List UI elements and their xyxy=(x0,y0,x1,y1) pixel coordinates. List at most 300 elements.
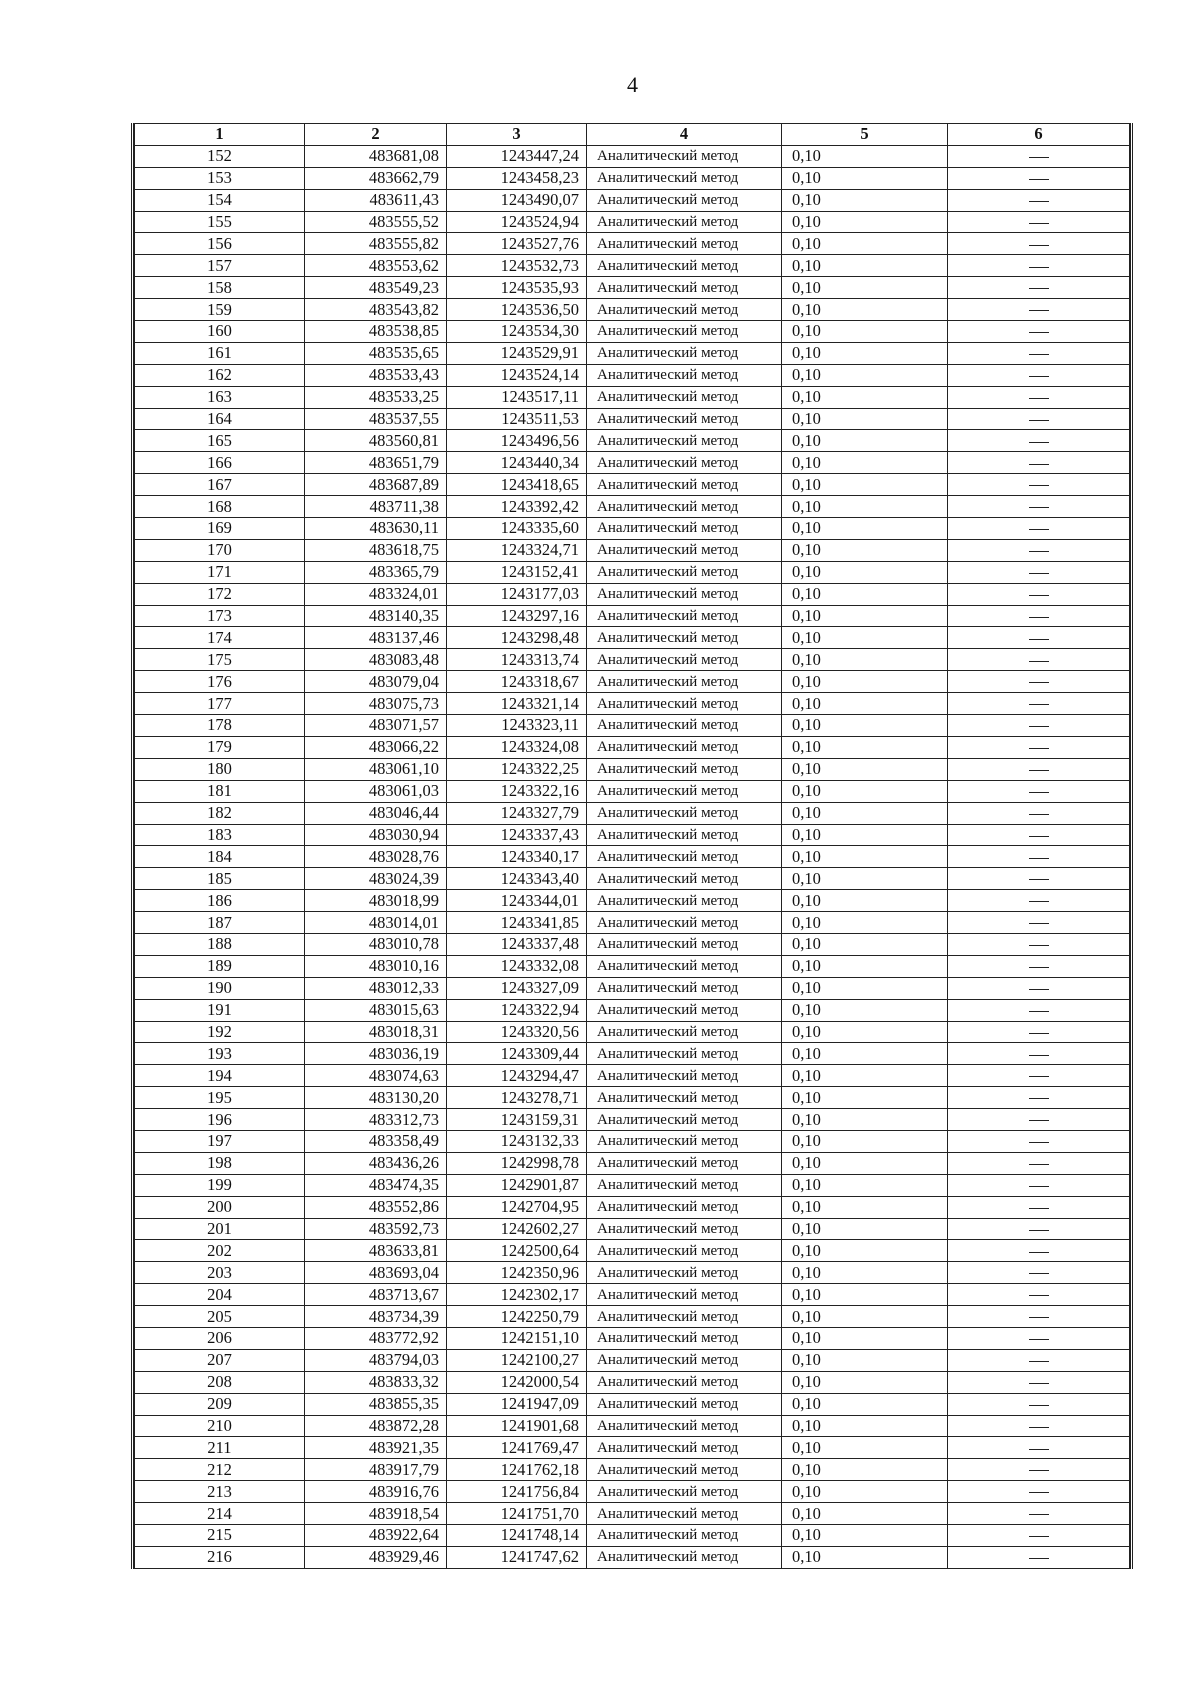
y-coordinate-cell: 1243524,14 xyxy=(447,364,587,386)
method-cell: Аналитический метод xyxy=(587,1262,782,1284)
precision-cell: 0,10 xyxy=(782,1437,948,1459)
y-coordinate-cell: 1243324,71 xyxy=(447,539,587,561)
y-coordinate-cell: 1242000,54 xyxy=(447,1371,587,1393)
x-coordinate-cell: 483918,54 xyxy=(305,1503,447,1525)
table-row xyxy=(135,846,1130,868)
table-row xyxy=(135,824,1130,846)
point-number-cell: 190 xyxy=(135,977,305,999)
dash-mark xyxy=(1029,1055,1049,1056)
empty-value-cell xyxy=(948,868,1130,890)
method-cell: Аналитический метод xyxy=(587,758,782,780)
precision-cell: 0,10 xyxy=(782,408,948,430)
point-number-cell: 180 xyxy=(135,758,305,780)
precision-cell: 0,10 xyxy=(782,977,948,999)
y-coordinate-cell: 1243335,60 xyxy=(447,518,587,540)
point-number-cell: 195 xyxy=(135,1087,305,1109)
y-coordinate-cell: 1243490,07 xyxy=(447,189,587,211)
table-row xyxy=(135,321,1130,343)
point-number-cell: 167 xyxy=(135,474,305,496)
table-row xyxy=(135,1284,1130,1306)
x-coordinate-cell: 483855,35 xyxy=(305,1393,447,1415)
precision-cell: 0,10 xyxy=(782,802,948,824)
x-coordinate-cell: 483651,79 xyxy=(305,452,447,474)
empty-value-cell xyxy=(948,1021,1130,1043)
y-coordinate-cell: 1242500,64 xyxy=(447,1240,587,1262)
precision-cell: 0,10 xyxy=(782,561,948,583)
table-row xyxy=(135,758,1130,780)
x-coordinate-cell: 483012,33 xyxy=(305,977,447,999)
precision-cell: 0,10 xyxy=(782,1284,948,1306)
point-number-cell: 183 xyxy=(135,824,305,846)
method-cell: Аналитический метод xyxy=(587,1043,782,1065)
y-coordinate-cell: 1243322,16 xyxy=(447,780,587,802)
dash-mark xyxy=(1029,1011,1049,1012)
empty-value-cell xyxy=(948,1546,1130,1568)
table-row xyxy=(135,474,1130,496)
point-number-cell: 182 xyxy=(135,802,305,824)
empty-value-cell xyxy=(948,430,1130,452)
x-coordinate-cell: 483560,81 xyxy=(305,430,447,452)
point-number-cell: 155 xyxy=(135,211,305,233)
x-coordinate-cell: 483140,35 xyxy=(305,605,447,627)
table-row xyxy=(135,1525,1130,1547)
table-row xyxy=(135,1152,1130,1174)
empty-value-cell xyxy=(948,277,1130,299)
point-number-cell: 162 xyxy=(135,364,305,386)
y-coordinate-cell: 1243535,93 xyxy=(447,277,587,299)
dash-mark xyxy=(1029,661,1049,662)
y-coordinate-cell: 1243320,56 xyxy=(447,1021,587,1043)
method-cell: Аналитический метод xyxy=(587,1021,782,1043)
precision-cell: 0,10 xyxy=(782,824,948,846)
y-coordinate-cell: 1243313,74 xyxy=(447,649,587,671)
y-coordinate-cell: 1243524,94 xyxy=(447,211,587,233)
point-number-cell: 164 xyxy=(135,408,305,430)
precision-cell: 0,10 xyxy=(782,1415,948,1437)
dash-mark xyxy=(1029,617,1049,618)
y-coordinate-cell: 1243340,17 xyxy=(447,846,587,868)
x-coordinate-cell: 483537,55 xyxy=(305,408,447,430)
x-coordinate-cell: 483046,44 xyxy=(305,802,447,824)
y-coordinate-cell: 1242100,27 xyxy=(447,1349,587,1371)
method-cell: Аналитический метод xyxy=(587,277,782,299)
empty-value-cell xyxy=(948,1306,1130,1328)
point-number-cell: 214 xyxy=(135,1503,305,1525)
table-row xyxy=(135,1349,1130,1371)
empty-value-cell xyxy=(948,1327,1130,1349)
precision-cell: 0,10 xyxy=(782,211,948,233)
point-number-cell: 200 xyxy=(135,1196,305,1218)
column-header: 4 xyxy=(587,124,782,146)
table-row xyxy=(135,277,1130,299)
dash-mark xyxy=(1029,551,1049,552)
point-number-cell: 160 xyxy=(135,321,305,343)
column-header: 1 xyxy=(135,124,305,146)
method-cell: Аналитический метод xyxy=(587,342,782,364)
empty-value-cell xyxy=(948,583,1130,605)
table-row xyxy=(135,167,1130,189)
y-coordinate-cell: 1241751,70 xyxy=(447,1503,587,1525)
method-cell: Аналитический метод xyxy=(587,912,782,934)
dash-mark xyxy=(1029,1405,1049,1406)
point-number-cell: 169 xyxy=(135,518,305,540)
table-row xyxy=(135,1459,1130,1481)
method-cell: Аналитический метод xyxy=(587,715,782,737)
dash-mark xyxy=(1029,1273,1049,1274)
precision-cell: 0,10 xyxy=(782,693,948,715)
x-coordinate-cell: 483079,04 xyxy=(305,671,447,693)
dash-mark xyxy=(1029,179,1049,180)
dash-mark xyxy=(1029,704,1049,705)
precision-cell: 0,10 xyxy=(782,758,948,780)
empty-value-cell xyxy=(948,1503,1130,1525)
table-row xyxy=(135,605,1130,627)
method-cell: Аналитический метод xyxy=(587,802,782,824)
point-number-cell: 204 xyxy=(135,1284,305,1306)
dash-mark xyxy=(1029,157,1049,158)
column-header: 2 xyxy=(305,124,447,146)
dash-mark xyxy=(1029,1558,1049,1559)
empty-value-cell xyxy=(948,233,1130,255)
x-coordinate-cell: 483922,64 xyxy=(305,1525,447,1547)
x-coordinate-cell: 483018,99 xyxy=(305,890,447,912)
table-row xyxy=(135,1546,1130,1568)
point-number-cell: 205 xyxy=(135,1306,305,1328)
x-coordinate-cell: 483734,39 xyxy=(305,1306,447,1328)
method-cell: Аналитический метод xyxy=(587,1459,782,1481)
method-cell: Аналитический метод xyxy=(587,1437,782,1459)
point-number-cell: 199 xyxy=(135,1174,305,1196)
table-row xyxy=(135,189,1130,211)
point-number-cell: 196 xyxy=(135,1109,305,1131)
dash-mark xyxy=(1029,1339,1049,1340)
table-row xyxy=(135,1218,1130,1240)
table-row xyxy=(135,1415,1130,1437)
precision-cell: 0,10 xyxy=(782,1481,948,1503)
empty-value-cell xyxy=(948,452,1130,474)
precision-cell: 0,10 xyxy=(782,868,948,890)
point-number-cell: 163 xyxy=(135,386,305,408)
empty-value-cell xyxy=(948,167,1130,189)
y-coordinate-cell: 1241769,47 xyxy=(447,1437,587,1459)
table-row xyxy=(135,299,1130,321)
point-number-cell: 191 xyxy=(135,999,305,1021)
y-coordinate-cell: 1243309,44 xyxy=(447,1043,587,1065)
x-coordinate-cell: 483014,01 xyxy=(305,912,447,934)
empty-value-cell xyxy=(948,1284,1130,1306)
method-cell: Аналитический метод xyxy=(587,408,782,430)
method-cell: Аналитический метод xyxy=(587,1327,782,1349)
precision-cell: 0,10 xyxy=(782,1109,948,1131)
point-number-cell: 211 xyxy=(135,1437,305,1459)
method-cell: Аналитический метод xyxy=(587,1196,782,1218)
y-coordinate-cell: 1241762,18 xyxy=(447,1459,587,1481)
method-cell: Аналитический метод xyxy=(587,1087,782,1109)
method-cell: Аналитический метод xyxy=(587,824,782,846)
y-coordinate-cell: 1243294,47 xyxy=(447,1065,587,1087)
x-coordinate-cell: 483036,19 xyxy=(305,1043,447,1065)
method-cell: Аналитический метод xyxy=(587,1065,782,1087)
empty-value-cell xyxy=(948,1437,1130,1459)
empty-value-cell xyxy=(948,189,1130,211)
empty-value-cell xyxy=(948,342,1130,364)
x-coordinate-cell: 483921,35 xyxy=(305,1437,447,1459)
precision-cell: 0,10 xyxy=(782,933,948,955)
y-coordinate-cell: 1243440,34 xyxy=(447,452,587,474)
point-number-cell: 212 xyxy=(135,1459,305,1481)
precision-cell: 0,10 xyxy=(782,780,948,802)
y-coordinate-cell: 1243327,09 xyxy=(447,977,587,999)
empty-value-cell xyxy=(948,890,1130,912)
method-cell: Аналитический метод xyxy=(587,474,782,496)
precision-cell: 0,10 xyxy=(782,1130,948,1152)
dash-mark xyxy=(1029,507,1049,508)
table-row xyxy=(135,386,1130,408)
dash-mark xyxy=(1029,1230,1049,1231)
point-number-cell: 170 xyxy=(135,539,305,561)
method-cell: Аналитический метод xyxy=(587,627,782,649)
table-row xyxy=(135,1503,1130,1525)
empty-value-cell xyxy=(948,977,1130,999)
method-cell: Аналитический метод xyxy=(587,1109,782,1131)
x-coordinate-cell: 483365,79 xyxy=(305,561,447,583)
precision-cell: 0,10 xyxy=(782,430,948,452)
x-coordinate-cell: 483618,75 xyxy=(305,539,447,561)
empty-value-cell xyxy=(948,321,1130,343)
y-coordinate-cell: 1243447,24 xyxy=(447,145,587,167)
y-coordinate-cell: 1243527,76 xyxy=(447,233,587,255)
y-coordinate-cell: 1242350,96 xyxy=(447,1262,587,1284)
y-coordinate-cell: 1241901,68 xyxy=(447,1415,587,1437)
empty-value-cell xyxy=(948,561,1130,583)
table-row xyxy=(135,1327,1130,1349)
x-coordinate-cell: 483075,73 xyxy=(305,693,447,715)
empty-value-cell xyxy=(948,518,1130,540)
point-number-cell: 215 xyxy=(135,1525,305,1547)
empty-value-cell xyxy=(948,999,1130,1021)
table-row xyxy=(135,1262,1130,1284)
precision-cell: 0,10 xyxy=(782,452,948,474)
precision-cell: 0,10 xyxy=(782,955,948,977)
precision-cell: 0,10 xyxy=(782,364,948,386)
method-cell: Аналитический метод xyxy=(587,561,782,583)
precision-cell: 0,10 xyxy=(782,1503,948,1525)
empty-value-cell xyxy=(948,1043,1130,1065)
point-number-cell: 177 xyxy=(135,693,305,715)
empty-value-cell xyxy=(948,824,1130,846)
y-coordinate-cell: 1242901,87 xyxy=(447,1174,587,1196)
method-cell: Аналитический метод xyxy=(587,977,782,999)
point-number-cell: 166 xyxy=(135,452,305,474)
precision-cell: 0,10 xyxy=(782,255,948,277)
precision-cell: 0,10 xyxy=(782,145,948,167)
method-cell: Аналитический метод xyxy=(587,1371,782,1393)
y-coordinate-cell: 1243327,79 xyxy=(447,802,587,824)
x-coordinate-cell: 483693,04 xyxy=(305,1262,447,1284)
dash-mark xyxy=(1029,223,1049,224)
y-coordinate-cell: 1242302,17 xyxy=(447,1284,587,1306)
table-row xyxy=(135,364,1130,386)
point-number-cell: 188 xyxy=(135,933,305,955)
dash-mark xyxy=(1029,1427,1049,1428)
x-coordinate-cell: 483917,79 xyxy=(305,1459,447,1481)
x-coordinate-cell: 483130,20 xyxy=(305,1087,447,1109)
y-coordinate-cell: 1241748,14 xyxy=(447,1525,587,1547)
table-row xyxy=(135,255,1130,277)
y-coordinate-cell: 1243418,65 xyxy=(447,474,587,496)
empty-value-cell xyxy=(948,780,1130,802)
x-coordinate-cell: 483028,76 xyxy=(305,846,447,868)
empty-value-cell xyxy=(948,211,1130,233)
empty-value-cell xyxy=(948,758,1130,780)
point-number-cell: 156 xyxy=(135,233,305,255)
method-cell: Аналитический метод xyxy=(587,1284,782,1306)
empty-value-cell xyxy=(948,802,1130,824)
precision-cell: 0,10 xyxy=(782,167,948,189)
x-coordinate-cell: 483312,73 xyxy=(305,1109,447,1131)
x-coordinate-cell: 483872,28 xyxy=(305,1415,447,1437)
precision-cell: 0,10 xyxy=(782,583,948,605)
table-row xyxy=(135,1174,1130,1196)
point-number-cell: 178 xyxy=(135,715,305,737)
empty-value-cell xyxy=(948,496,1130,518)
point-number-cell: 203 xyxy=(135,1262,305,1284)
method-cell: Аналитический метод xyxy=(587,145,782,167)
method-cell: Аналитический метод xyxy=(587,1130,782,1152)
dash-mark xyxy=(1029,945,1049,946)
point-number-cell: 209 xyxy=(135,1393,305,1415)
precision-cell: 0,10 xyxy=(782,890,948,912)
dash-mark xyxy=(1029,989,1049,990)
y-coordinate-cell: 1243496,56 xyxy=(447,430,587,452)
dash-mark xyxy=(1029,814,1049,815)
table-row xyxy=(135,1065,1130,1087)
dash-mark xyxy=(1029,1098,1049,1099)
precision-cell: 0,10 xyxy=(782,1065,948,1087)
method-cell: Аналитический метод xyxy=(587,999,782,1021)
dash-mark xyxy=(1029,376,1049,377)
table-row xyxy=(135,342,1130,364)
precision-cell: 0,10 xyxy=(782,736,948,758)
y-coordinate-cell: 1242250,79 xyxy=(447,1306,587,1328)
table-row xyxy=(135,1306,1130,1328)
precision-cell: 0,10 xyxy=(782,299,948,321)
precision-cell: 0,10 xyxy=(782,1240,948,1262)
dash-mark xyxy=(1029,442,1049,443)
dash-mark xyxy=(1029,1186,1049,1187)
precision-cell: 0,10 xyxy=(782,1218,948,1240)
x-coordinate-cell: 483538,85 xyxy=(305,321,447,343)
empty-value-cell xyxy=(948,255,1130,277)
x-coordinate-cell: 483772,92 xyxy=(305,1327,447,1349)
y-coordinate-cell: 1243529,91 xyxy=(447,342,587,364)
method-cell: Аналитический метод xyxy=(587,780,782,802)
precision-cell: 0,10 xyxy=(782,1349,948,1371)
empty-value-cell xyxy=(948,955,1130,977)
y-coordinate-cell: 1242151,10 xyxy=(447,1327,587,1349)
table-row xyxy=(135,233,1130,255)
dash-mark xyxy=(1029,529,1049,530)
x-coordinate-cell: 483436,26 xyxy=(305,1152,447,1174)
point-number-cell: 158 xyxy=(135,277,305,299)
dash-mark xyxy=(1029,682,1049,683)
dash-mark xyxy=(1029,1383,1049,1384)
x-coordinate-cell: 483549,23 xyxy=(305,277,447,299)
dash-mark xyxy=(1029,639,1049,640)
table-row xyxy=(135,671,1130,693)
y-coordinate-cell: 1243322,94 xyxy=(447,999,587,1021)
dash-mark xyxy=(1029,726,1049,727)
y-coordinate-cell: 1243278,71 xyxy=(447,1087,587,1109)
empty-value-cell xyxy=(948,715,1130,737)
point-number-cell: 201 xyxy=(135,1218,305,1240)
x-coordinate-cell: 483324,01 xyxy=(305,583,447,605)
point-number-cell: 198 xyxy=(135,1152,305,1174)
x-coordinate-cell: 483030,94 xyxy=(305,824,447,846)
table-row xyxy=(135,452,1130,474)
method-cell: Аналитический метод xyxy=(587,1240,782,1262)
table-body xyxy=(135,145,1130,1568)
x-coordinate-cell: 483794,03 xyxy=(305,1349,447,1371)
y-coordinate-cell: 1243337,48 xyxy=(447,933,587,955)
x-coordinate-cell: 483711,38 xyxy=(305,496,447,518)
y-coordinate-cell: 1243458,23 xyxy=(447,167,587,189)
dash-mark xyxy=(1029,836,1049,837)
method-cell: Аналитический метод xyxy=(587,299,782,321)
precision-cell: 0,10 xyxy=(782,1525,948,1547)
point-number-cell: 193 xyxy=(135,1043,305,1065)
point-number-cell: 187 xyxy=(135,912,305,934)
table-row xyxy=(135,561,1130,583)
empty-value-cell xyxy=(948,912,1130,934)
x-coordinate-cell: 483018,31 xyxy=(305,1021,447,1043)
table-row xyxy=(135,1021,1130,1043)
coordinates-table-frame xyxy=(131,123,1133,1569)
table-row xyxy=(135,1196,1130,1218)
precision-cell: 0,10 xyxy=(782,846,948,868)
y-coordinate-cell: 1243332,08 xyxy=(447,955,587,977)
empty-value-cell xyxy=(948,1109,1130,1131)
method-cell: Аналитический метод xyxy=(587,1546,782,1568)
method-cell: Аналитический метод xyxy=(587,189,782,211)
empty-value-cell xyxy=(948,1218,1130,1240)
y-coordinate-cell: 1243511,53 xyxy=(447,408,587,430)
method-cell: Аналитический метод xyxy=(587,1415,782,1437)
dash-mark xyxy=(1029,354,1049,355)
empty-value-cell xyxy=(948,1262,1130,1284)
method-cell: Аналитический метод xyxy=(587,649,782,671)
empty-value-cell xyxy=(948,1174,1130,1196)
method-cell: Аналитический метод xyxy=(587,211,782,233)
dash-mark xyxy=(1029,420,1049,421)
x-coordinate-cell: 483687,89 xyxy=(305,474,447,496)
method-cell: Аналитический метод xyxy=(587,364,782,386)
x-coordinate-cell: 483061,03 xyxy=(305,780,447,802)
dash-mark xyxy=(1029,267,1049,268)
precision-cell: 0,10 xyxy=(782,1306,948,1328)
x-coordinate-cell: 483555,82 xyxy=(305,233,447,255)
y-coordinate-cell: 1243159,31 xyxy=(447,1109,587,1131)
point-number-cell: 184 xyxy=(135,846,305,868)
method-cell: Аналитический метод xyxy=(587,1393,782,1415)
point-number-cell: 189 xyxy=(135,955,305,977)
point-number-cell: 194 xyxy=(135,1065,305,1087)
method-cell: Аналитический метод xyxy=(587,1481,782,1503)
method-cell: Аналитический метод xyxy=(587,1349,782,1371)
table-row xyxy=(135,211,1130,233)
precision-cell: 0,10 xyxy=(782,1152,948,1174)
precision-cell: 0,10 xyxy=(782,1393,948,1415)
